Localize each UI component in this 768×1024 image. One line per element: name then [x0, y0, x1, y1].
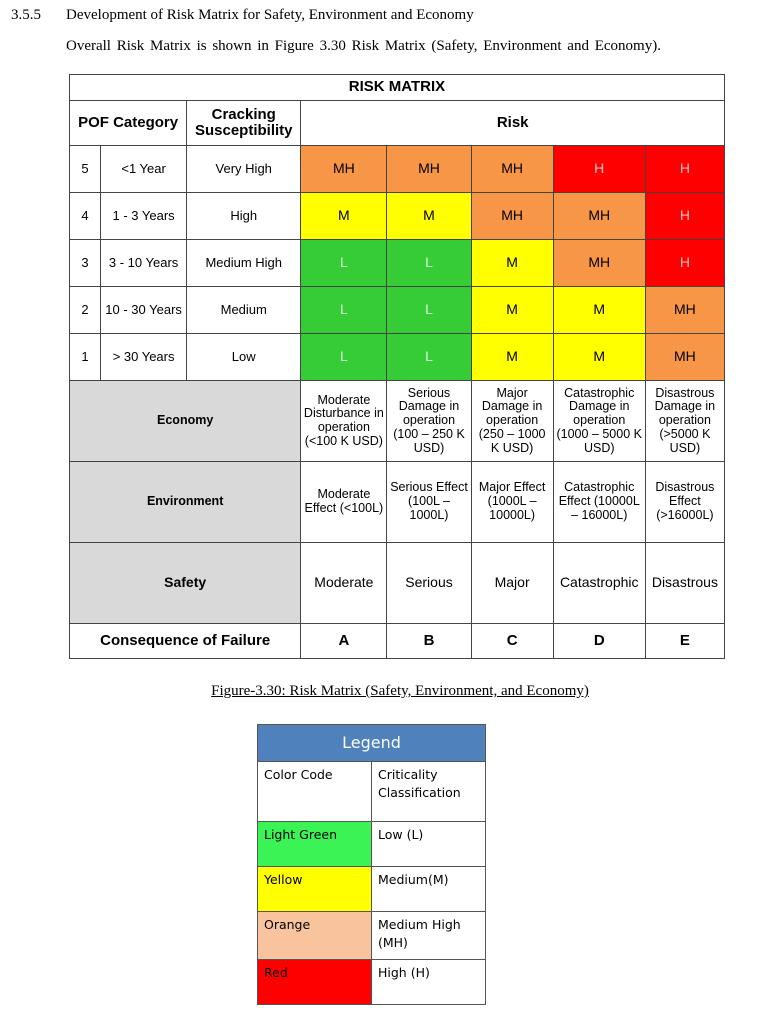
safety-cell: Serious — [387, 543, 471, 624]
cracking-susceptibility: Medium — [187, 287, 301, 334]
cracking-susceptibility-header: Cracking Susceptibility — [187, 101, 301, 146]
legend-color-code-header: Color Code — [258, 762, 372, 822]
risk-cell: M — [553, 287, 645, 334]
legend-color-name: Orange — [258, 912, 372, 960]
legend-classification: Medium(M) — [372, 867, 486, 912]
environment-cell: Catastrophic Effect (10000L – 16000L) — [553, 462, 645, 543]
risk-cell: MH — [553, 193, 645, 240]
pof-row — [70, 193, 725, 240]
consequence-label: Consequence of Failure — [70, 624, 301, 659]
pof-row — [70, 240, 725, 287]
pof-years: > 30 Years — [101, 334, 187, 381]
environment-cell: Moderate Effect (<100L) — [301, 462, 387, 543]
risk-cell: H — [645, 193, 724, 240]
risk-matrix-table — [69, 74, 725, 659]
pof-number: 4 — [70, 193, 101, 240]
legend-color-name: Red — [258, 960, 372, 1005]
economy-cell: Moderate Disturbance in operation (<100 K USD) — [301, 381, 387, 462]
risk-cell: L — [301, 287, 387, 334]
economy-cell: Serious Damage in operation (100 – 250 K USD) — [387, 381, 471, 462]
economy-label: Economy — [70, 381, 301, 462]
risk-cell: L — [387, 287, 471, 334]
figure-caption: Figure-3.30: Risk Matrix (Safety, Environment, and Economy) — [211, 683, 589, 699]
risk-cell: M — [301, 193, 387, 240]
risk-cell: MH — [645, 287, 724, 334]
pof-years: 1 - 3 Years — [101, 193, 187, 240]
economy-row — [70, 381, 725, 462]
legend-table — [257, 724, 486, 1005]
risk-cell: MH — [553, 240, 645, 287]
risk-cell: H — [645, 240, 724, 287]
environment-cell: Serious Effect (100L – 1000L) — [387, 462, 471, 543]
risk-cell: L — [301, 240, 387, 287]
risk-cell: MH — [645, 334, 724, 381]
legend-row — [258, 912, 486, 960]
legend-classification: High (H) — [372, 960, 486, 1005]
environment-row — [70, 462, 725, 543]
pof-row — [70, 334, 725, 381]
environment-cell: Disastrous Effect (>16000L) — [645, 462, 724, 543]
pof-number: 2 — [70, 287, 101, 334]
economy-cell: Disastrous Damage in operation (>5000 K USD) — [645, 381, 724, 462]
risk-cell: M — [387, 193, 471, 240]
risk-cell: H — [645, 146, 724, 193]
legend-row — [258, 867, 486, 912]
safety-row — [70, 543, 725, 624]
consequence-letter: B — [387, 624, 471, 659]
safety-cell: Catastrophic — [553, 543, 645, 624]
risk-cell: MH — [471, 146, 553, 193]
pof-category-header: POF Category — [70, 101, 187, 146]
pof-row — [70, 146, 725, 193]
legend-color-name: Light Green — [258, 822, 372, 867]
cracking-susceptibility: High — [187, 193, 301, 240]
pof-number: 5 — [70, 146, 101, 193]
legend-title: Legend — [258, 725, 486, 762]
risk-cell: L — [301, 334, 387, 381]
risk-header: Risk — [301, 101, 725, 146]
pof-years: 10 - 30 Years — [101, 287, 187, 334]
economy-cell: Major Damage in operation (250 – 1000 K USD) — [471, 381, 553, 462]
risk-cell: M — [471, 240, 553, 287]
intro-paragraph: Overall Risk Matrix is shown in Figure 3.30 Risk Matrix (Safety, Environment and Economy). — [66, 38, 661, 54]
risk-cell: M — [553, 334, 645, 381]
cracking-susceptibility: Medium High — [187, 240, 301, 287]
risk-cell: L — [387, 240, 471, 287]
risk-cell: L — [387, 334, 471, 381]
pof-number: 3 — [70, 240, 101, 287]
consequence-letter: D — [553, 624, 645, 659]
environment-cell: Major Effect (1000L – 10000L) — [471, 462, 553, 543]
legend-row — [258, 822, 486, 867]
safety-label: Safety — [70, 543, 301, 624]
consequence-row — [70, 624, 725, 659]
legend-rows — [258, 822, 486, 1005]
safety-cell: Moderate — [301, 543, 387, 624]
legend-classification: Medium High (MH) — [372, 912, 486, 960]
section-title: Development of Risk Matrix for Safety, Environment and Economy — [66, 7, 474, 23]
environment-label: Environment — [70, 462, 301, 543]
consequence-letter: C — [471, 624, 553, 659]
pof-years: 3 - 10 Years — [101, 240, 187, 287]
pof-number: 1 — [70, 334, 101, 381]
pof-years: <1 Year — [101, 146, 187, 193]
risk-cell: M — [471, 334, 553, 381]
risk-cell: H — [553, 146, 645, 193]
cracking-susceptibility: Low — [187, 334, 301, 381]
section-number: 3.5.5 — [11, 7, 41, 23]
pof-row — [70, 287, 725, 334]
safety-cell: Major — [471, 543, 553, 624]
consequence-letter: A — [301, 624, 387, 659]
legend-classification: Low (L) — [372, 822, 486, 867]
cracking-susceptibility: Very High — [187, 146, 301, 193]
risk-cell: M — [471, 287, 553, 334]
legend-color-name: Yellow — [258, 867, 372, 912]
risk-cell: MH — [301, 146, 387, 193]
section-heading — [11, 7, 474, 24]
matrix-title: RISK MATRIX — [70, 75, 725, 101]
pof-rows — [70, 146, 725, 381]
risk-cell: MH — [387, 146, 471, 193]
safety-cell: Disastrous — [645, 543, 724, 624]
legend-classification-header: Criticality Classification — [372, 762, 486, 822]
risk-cell: MH — [471, 193, 553, 240]
economy-cell: Catastrophic Damage in operation (1000 – 5000 K USD) — [553, 381, 645, 462]
consequence-letter: E — [645, 624, 724, 659]
legend-row — [258, 960, 486, 1005]
